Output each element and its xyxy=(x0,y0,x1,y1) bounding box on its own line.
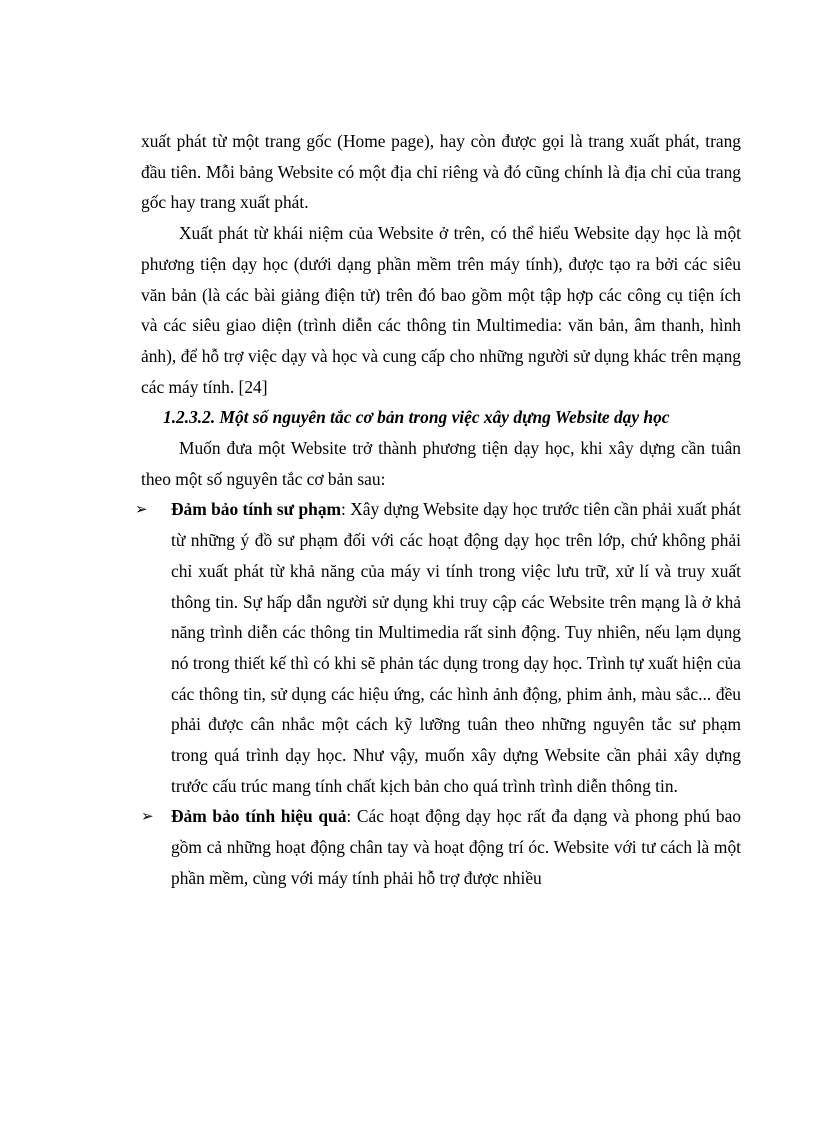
paragraph-principles-intro: Muốn đưa một Website trở thành phương tiện dạy học, khi xây dựng cần tuân theo một số nguyên tắc cơ bản sau: xyxy=(141,438,741,489)
bullet-title: Đảm bảo tính hiệu quả xyxy=(171,806,347,827)
paragraph-definition: Xuất phát từ khái niệm của Website ở trên, có thể hiểu Website dạy học là một phương tiện dạy học (dưới dạng phần mềm trên máy tính), được tạo ra bởi các siêu văn bản (là các bài giảng điện tử) trên đó bao gồm một tập hợp các công cụ tiện ích và các siêu giao diện (trình diễn các thông tin Multimedia: văn bản, âm thanh, hình ảnh), để hỗ trợ việc dạy và học và cung cấp cho những người sử dụng khác trên mạng các máy tính. [24] xyxy=(141,223,741,397)
bullet-text: : Xây dựng Website dạy học trước tiên cần phải xuất phát từ những ý đồ sư phạm đối với các hoạt động dạy học trên lớp, chứ không phải chỉ xuất phát từ khả năng của máy vi tính trong việc lưu trữ, xử lí và truy xuất thông tin. Sự hấp dẫn người sử dụng khi truy cập các Website trên mạng là ở khả năng trình diễn các thông tin Multimedia rất sinh động. Tuy nhiên, nếu lạm dụng nó trong thiết kế thì có khi sẽ phản tác dụng trong dạy học. Trình tự xuất hiện của các thông tin, sử dụng các hiệu ứng, các hình ảnh động, phim ảnh, màu sắc... đều phải được cân nhắc một cách kỹ lưỡng tuân theo những nguyên tắc sư phạm trong quá trình dạy học. Như vậy, muốn xây dựng Website cần phải xây dựng trước cấu trúc mang tính chất kịch bản cho quá trình trình diễn thông tin. xyxy=(171,499,741,796)
arrow-bullet-icon: ➢ xyxy=(135,500,148,519)
bullet-text: : Các hoạt động dạy học rất đa dạng và phong phú bao gồm cả những hoạt động chân tay và hoạt động trí óc. Website với tư cách là một phần mềm, cùng với máy tính phải hỗ trợ được nhiều xyxy=(171,806,741,888)
page-content xyxy=(135,126,741,894)
bullet-title: Đảm bảo tính sư phạm xyxy=(171,499,342,520)
bullet-item-effectiveness xyxy=(141,801,741,893)
section-heading: 1.2.3.2. Một số nguyên tắc cơ bản trong việc xây dựng Website dạy học xyxy=(163,407,670,428)
bullet-item-pedagogy xyxy=(135,494,741,801)
paragraph-intro: xuất phát từ một trang gốc (Home page), hay còn được gọi là trang xuất phát, trang đầu tiên. Mỗi bảng Website có một địa chỉ riêng và đó cũng chính là địa chỉ của trang gốc hay trang xuất phát. xyxy=(141,131,741,213)
arrow-bullet-icon: ➢ xyxy=(141,807,154,826)
